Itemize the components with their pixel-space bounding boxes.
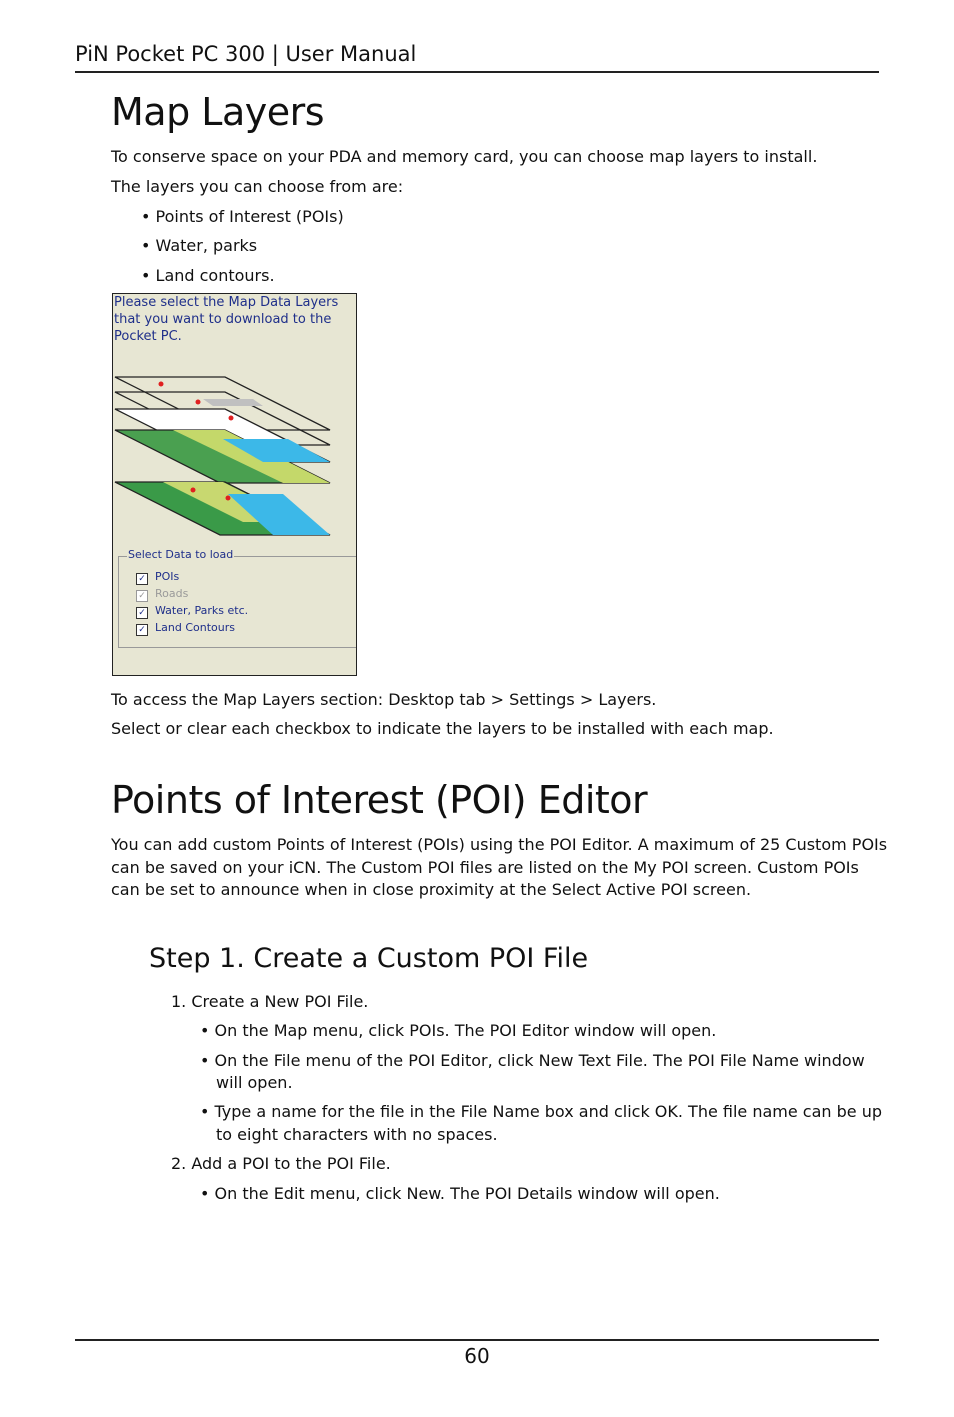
map-layers-lead: The layers you can choose from are: [111, 177, 404, 196]
page-number: 60 [464, 1344, 490, 1368]
checkbox-water-parks[interactable]: ✓ Water, Parks etc. [136, 604, 248, 619]
map-layers-instruction: Select or clear each checkbox to indicate the layers to be installed with each map. [111, 719, 774, 738]
select-data-group [118, 548, 357, 648]
step1-bullet-3: • Type a name for the file in the File Name box and click OK. The file name can be up [200, 1102, 883, 1121]
step1-item2-bullet: • On the Edit menu, click New. The POI Details window will open. [200, 1184, 720, 1203]
bullet-contours: • Land contours. [141, 266, 275, 285]
running-header: PiN Pocket PC 300 | User Manual [75, 42, 417, 66]
poi-editor-heading: Points of Interest (POI) Editor [111, 778, 648, 822]
bullet-pois: • Points of Interest (POIs) [141, 207, 344, 226]
checkbox-roads: ✓ Roads [136, 587, 188, 602]
map-layers-intro: To conserve space on your PDA and memory card, you can choose map layers to install. [111, 147, 818, 166]
screenshot-caption: Please select the Map Data Layers that you want to download to the Pocket PC. [114, 295, 339, 344]
step1-item2: 2. Add a POI to the POI File. [171, 1154, 391, 1173]
poi-intro-line-1: You can add custom Points of Interest (POIs) using the POI Editor. A maximum of 25 Custom POIs [111, 835, 888, 854]
step1-heading: Step 1. Create a Custom POI File [149, 943, 589, 974]
map-layers-access: To access the Map Layers section: Desktop tab > Settings > Layers. [111, 690, 657, 709]
header-rule [75, 71, 879, 73]
step1-bullet-1: • On the Map menu, click POIs. The POI Editor window will open. [200, 1021, 717, 1040]
poi-intro-line-3: can be set to announce when in close proximity at the Select Active POI screen. [111, 880, 752, 899]
map-layers-illustration [113, 294, 357, 564]
map-layers-screenshot [112, 293, 357, 676]
map-layers-heading: Map Layers [111, 90, 325, 134]
step1-bullet-2-cont: will open. [216, 1073, 293, 1092]
checkbox-pois[interactable]: ✓ POIs [136, 570, 179, 585]
step1-bullet-3-cont: to eight characters with no spaces. [216, 1125, 498, 1144]
step1-bullet-2: • On the File menu of the POI Editor, click New Text File. The POI File Name window [200, 1051, 865, 1070]
checkbox-land-contours[interactable]: ✓ Land Contours [136, 621, 235, 636]
bullet-water: • Water, parks [141, 236, 258, 255]
footer-rule [75, 1339, 879, 1341]
step1-item1: 1. Create a New POI File. [171, 992, 369, 1011]
poi-intro-line-2: can be saved on your iCN. The Custom POI files are listed on the My POI screen. Custom POIs [111, 858, 859, 877]
group-label: Select Data to load [128, 548, 234, 561]
